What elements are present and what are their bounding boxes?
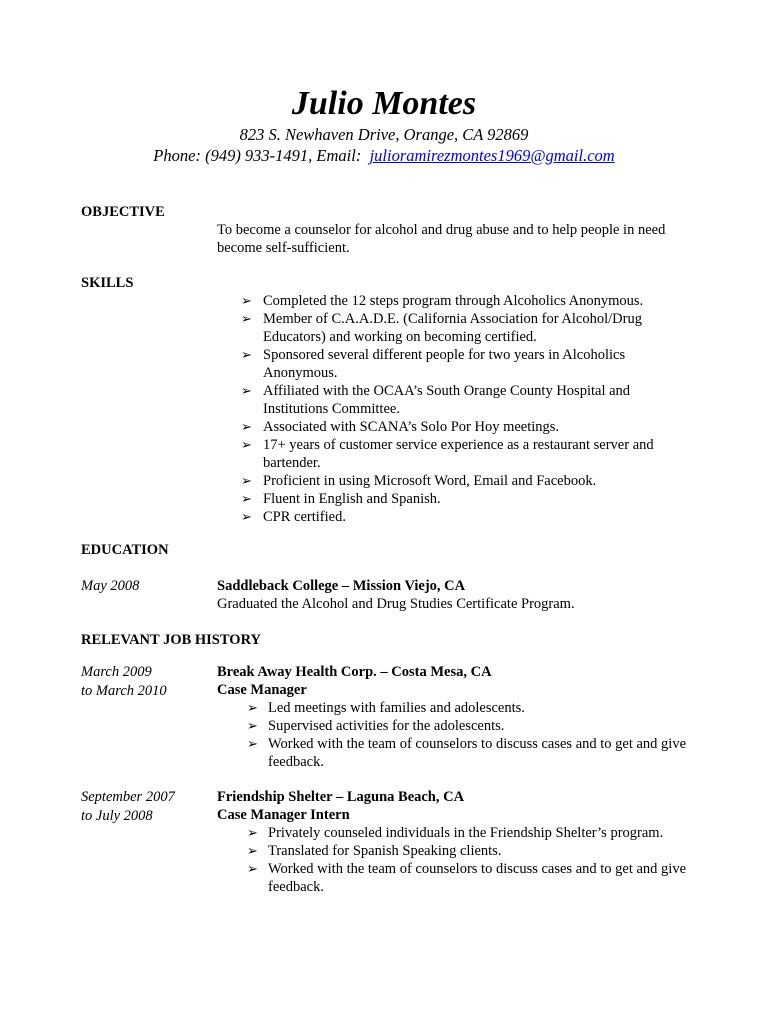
arrow-bullet-icon: ➢	[241, 491, 252, 506]
job-1-date-to: to March 2010	[81, 682, 167, 699]
skill-item-text: CPR certified.	[263, 509, 346, 525]
education-detail: Graduated the Alcohol and Drug Studies Certificate Program.	[217, 596, 575, 612]
job-1-title: Case Manager	[217, 682, 307, 698]
address: 823 S. Newhaven Drive, Orange, CA 92869	[239, 125, 529, 144]
job-1-duties	[217, 699, 687, 771]
skill-item	[217, 490, 657, 508]
arrow-bullet-icon: ➢	[247, 736, 258, 751]
applicant-name: Julio Montes	[291, 85, 477, 122]
job-1-date-from: March 2009	[81, 664, 152, 680]
duty-item	[217, 824, 687, 842]
arrow-bullet-icon: ➢	[241, 509, 252, 524]
skill-item-text: Sponsored several different people for two years in Alcoholics Anonymous.	[263, 347, 626, 381]
duty-item	[217, 717, 687, 735]
duty-item-text: Translated for Spanish Speaking clients.	[268, 843, 502, 859]
skills-heading: SKILLS	[81, 275, 134, 291]
duty-item-text: Worked with the team of counselors to discuss cases and to get and give feedback.	[268, 736, 687, 770]
skill-item-text: 17+ years of customer service experience as a restaurant server and bartender.	[263, 437, 654, 471]
skill-item-text: Member of C.A.A.D.E. (California Association for Alcohol/Drug Educators) and working on becoming certified.	[263, 311, 642, 345]
arrow-bullet-icon: ➢	[247, 718, 258, 733]
job-2-date-from: September 2007	[81, 789, 175, 805]
job-2-employer: Friendship Shelter – Laguna Beach, CA	[217, 789, 465, 805]
job-1-dates	[81, 663, 167, 700]
skill-item-text: Completed the 12 steps program through Alcoholics Anonymous.	[263, 293, 644, 309]
skill-item-text: Associated with SCANA’s Solo Por Hoy meetings.	[263, 419, 560, 435]
duty-item	[217, 860, 687, 896]
education-school: Saddleback College – Mission Viejo, CA	[217, 578, 466, 594]
skills-list-container	[217, 292, 657, 526]
education-entry	[217, 577, 697, 613]
arrow-bullet-icon: ➢	[247, 861, 258, 876]
skill-item	[217, 418, 657, 436]
email-link[interactable]: julioramirezmontes1969@gmail.com	[369, 146, 615, 165]
objective-text: To become a counselor for alcohol and drug abuse and to help people in need become self-sufficient.	[217, 222, 666, 256]
skill-item	[217, 382, 657, 418]
job-2-entry	[217, 788, 687, 896]
arrow-bullet-icon: ➢	[247, 700, 258, 715]
arrow-bullet-icon: ➢	[241, 437, 252, 452]
duty-item-text: Worked with the team of counselors to discuss cases and to get and give feedback.	[268, 861, 687, 895]
arrow-bullet-icon: ➢	[241, 347, 252, 362]
education-heading: EDUCATION	[81, 542, 169, 558]
contact-phone: Phone: (949) 933-1491, Email:	[153, 146, 370, 165]
resume-header	[0, 84, 768, 166]
skill-item	[217, 346, 657, 382]
objective-heading: OBJECTIVE	[81, 204, 165, 220]
skill-item	[217, 436, 657, 472]
skill-item	[217, 292, 657, 310]
arrow-bullet-icon: ➢	[247, 825, 258, 840]
duty-item-text: Led meetings with families and adolescents.	[268, 700, 525, 716]
job-2-dates	[81, 788, 175, 825]
job-1-employer: Break Away Health Corp. – Costa Mesa, CA	[217, 664, 492, 680]
skill-item-text: Fluent in English and Spanish.	[263, 491, 441, 507]
job-2-duties	[217, 824, 687, 896]
job-2-date-to: to July 2008	[81, 807, 153, 824]
skills-list	[217, 292, 657, 526]
skill-item-text: Affiliated with the OCAA’s South Orange County Hospital and Institutions Committee.	[263, 383, 631, 417]
arrow-bullet-icon: ➢	[241, 383, 252, 398]
duty-item	[217, 735, 687, 771]
job-1-entry	[217, 663, 687, 771]
duty-item	[217, 842, 687, 860]
arrow-bullet-icon: ➢	[241, 473, 252, 488]
arrow-bullet-icon: ➢	[241, 311, 252, 326]
skill-item	[217, 310, 657, 346]
duty-item-text: Supervised activities for the adolescents.	[268, 718, 505, 734]
education-date: May 2008	[81, 578, 140, 594]
arrow-bullet-icon: ➢	[241, 293, 252, 308]
skill-item	[217, 508, 657, 526]
duty-item	[217, 699, 687, 717]
job-history-heading: RELEVANT JOB HISTORY	[81, 632, 261, 648]
contact-line	[0, 145, 768, 166]
skill-item	[217, 472, 657, 490]
duty-item-text: Privately counseled individuals in the Friendship Shelter’s program.	[268, 825, 664, 841]
job-2-title: Case Manager Intern	[217, 807, 350, 823]
skill-item-text: Proficient in using Microsoft Word, Email and Facebook.	[263, 473, 597, 489]
arrow-bullet-icon: ➢	[247, 843, 258, 858]
arrow-bullet-icon: ➢	[241, 419, 252, 434]
